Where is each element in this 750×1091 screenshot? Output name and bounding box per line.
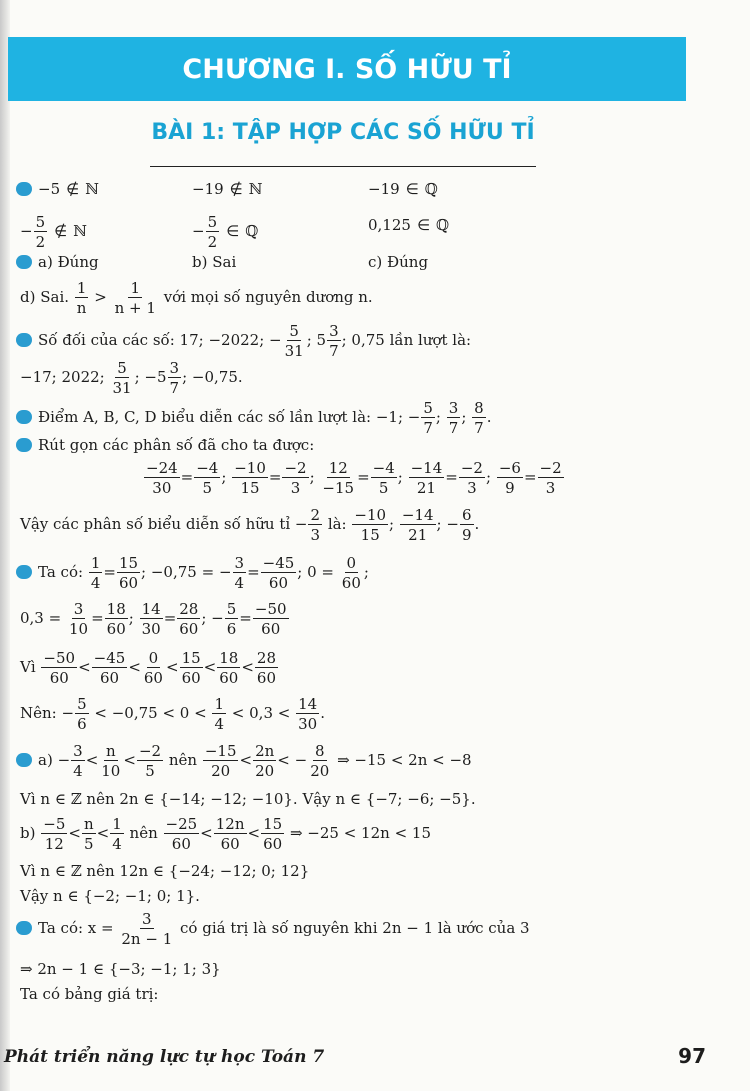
ex4-line: Điểm A, B, C, D biểu diễn các số lần lượt là: −1; − $\frac{5}{7}$ ; $\frac{3}{7}$ ; $\frac{8}{7}$ . — [16, 400, 491, 436]
exercise-5-marker — [16, 438, 32, 452]
page-number: 97 — [678, 1044, 706, 1068]
exercise-4-marker — [16, 410, 32, 424]
exercise-3-marker — [16, 333, 32, 347]
title-divider — [150, 166, 536, 167]
ex8-line1: Ta có: x = $\frac{3}{2n - 1}$ có giá trị là số nguyên khi 2n − 1 là ước của 3 — [16, 911, 530, 947]
ex5-intro: Rút gọn các phân số đã cho ta được: — [16, 436, 314, 454]
ex7-a-line2: Vì n ∈ ℤ nên 2n ∈ {−14; −12; −10}. Vậy n ∈ {−7; −6; −5}. — [20, 790, 476, 808]
exercise-1-marker — [16, 182, 32, 196]
exercise-8-marker — [16, 921, 32, 935]
ex5-equations: $\frac{-24}{30}$ = $\frac{-4}{5}$ ; $\frac{-10}{15}$ = $\frac{-2}{3}$ ; $\frac{12}{-15}$ = $\frac{-4}{5}$ ; $\frac{-14}{21}$ = $\frac{-2}{3}$ ; $\frac{-6}{9}$ = $\frac{-2}{3}$ — [146, 459, 562, 497]
ex7-b-line1: b) $\frac{-5}{12}$ < $\frac{n}{5}$ < $\frac{1}{4}$ nên $\frac{-25}{60}$ < $\frac{12n}{60}$ < $\frac{15}{60}$ ⇒ −25 < 12n < 15 — [20, 815, 431, 853]
exercise-6-marker — [16, 565, 32, 579]
ex1-row2-col1: − $\frac{5}{2}$ ∉ ℕ — [20, 213, 87, 251]
ex1-row2-col2: − $\frac{5}{2}$ ∈ ℚ — [192, 213, 259, 251]
ex7-b-line2: Vì n ∈ ℤ nên 12n ∈ {−24; −12; 0; 12} — [20, 862, 310, 880]
ex2-d: d) Sai. $\frac{1}{n}$ > $\frac{1}{n + 1}$ với mọi số nguyên dương n. — [20, 279, 373, 317]
chapter-title: CHƯƠNG I. SỐ HỮU TỈ — [182, 53, 512, 85]
ex7-b-line3: Vậy n ∈ {−2; −1; 0; 1}. — [20, 887, 200, 905]
exercise-2-marker — [16, 255, 32, 269]
ex2-c: c) Đúng — [368, 253, 429, 271]
ex1-row1-col2: −19 ∉ ℕ — [192, 180, 263, 198]
ex6-line3: Vì $\frac{-50}{60}$ < $\frac{-45}{60}$ < $\frac{0}{60}$ < $\frac{15}{60}$ < $\frac{18}{60}$ < $\frac{28}{60}$ — [20, 649, 276, 687]
ex8-line2: ⇒ 2n − 1 ∈ {−3; −1; 1; 3} — [20, 960, 221, 978]
ex1-row1-col1: −5 ∉ ℕ — [16, 180, 99, 198]
book-spine-shadow — [0, 0, 10, 1091]
exercise-7-marker — [16, 753, 32, 767]
ex6-line2: 0,3 = $\frac{3}{10}$ = $\frac{18}{60}$ ; $\frac{14}{30}$ = $\frac{28}{60}$ ; − $\frac{5}{6}$ = $\frac{-50}{60}$ — [20, 600, 287, 638]
ex5-conclusion: Vậy các phân số biểu diễn số hữu tỉ − $\frac{2}{3}$ là: $\frac{-10}{15}$ ; $\frac{-14}{21}$ ; − $\frac{6}{9}$ . — [20, 506, 480, 544]
chapter-banner — [8, 37, 686, 101]
ex1-row2-col3: 0,125 ∈ ℚ — [368, 216, 450, 234]
ex6-line1: Ta có: $\frac{1}{4}$ = $\frac{15}{60}$ ; −0,75 = − $\frac{3}{4}$ = $\frac{-45}{60}$ ; 0 = $\frac{0}{60}$ ; — [16, 555, 369, 591]
ex8-line3: Ta có bảng giá trị: — [20, 985, 159, 1003]
ex3-line2: −17; 2022; $\frac{5}{31}$ ; −5 $\frac{3}{7}$ ; −0,75. — [20, 359, 243, 397]
lesson-title: BÀI 1: TẬP HỢP CÁC SỐ HỮU TỈ — [151, 120, 535, 145]
ex7-a-line1: a) − $\frac{3}{4}$ < $\frac{n}{10}$ < $\frac{-2}{5}$ nên $\frac{-15}{20}$ < $\frac{2n}{20}$ < − $\frac{8}{20}$ ⇒ −15 < 2n < −8 — [16, 743, 472, 779]
ex6-line4: Nên: − $\frac{5}{6}$ < −0,75 < 0 < $\frac{1}{4}$ < 0,3 < $\frac{14}{30}$ . — [20, 695, 325, 733]
ex1-row1-col3: −19 ∈ ℚ — [368, 180, 438, 198]
footer-book-title: Phát triển năng lực tự học Toán 7 — [4, 1047, 325, 1067]
ex2-b: b) Sai — [192, 253, 237, 271]
ex2-a: a) Đúng — [16, 253, 99, 271]
ex3-line1: Số đối của các số: 17; −2022; − $\frac{5}{31}$ ; 5 $\frac{3}{7}$ ; 0,75 lần lượt là: — [16, 323, 471, 359]
